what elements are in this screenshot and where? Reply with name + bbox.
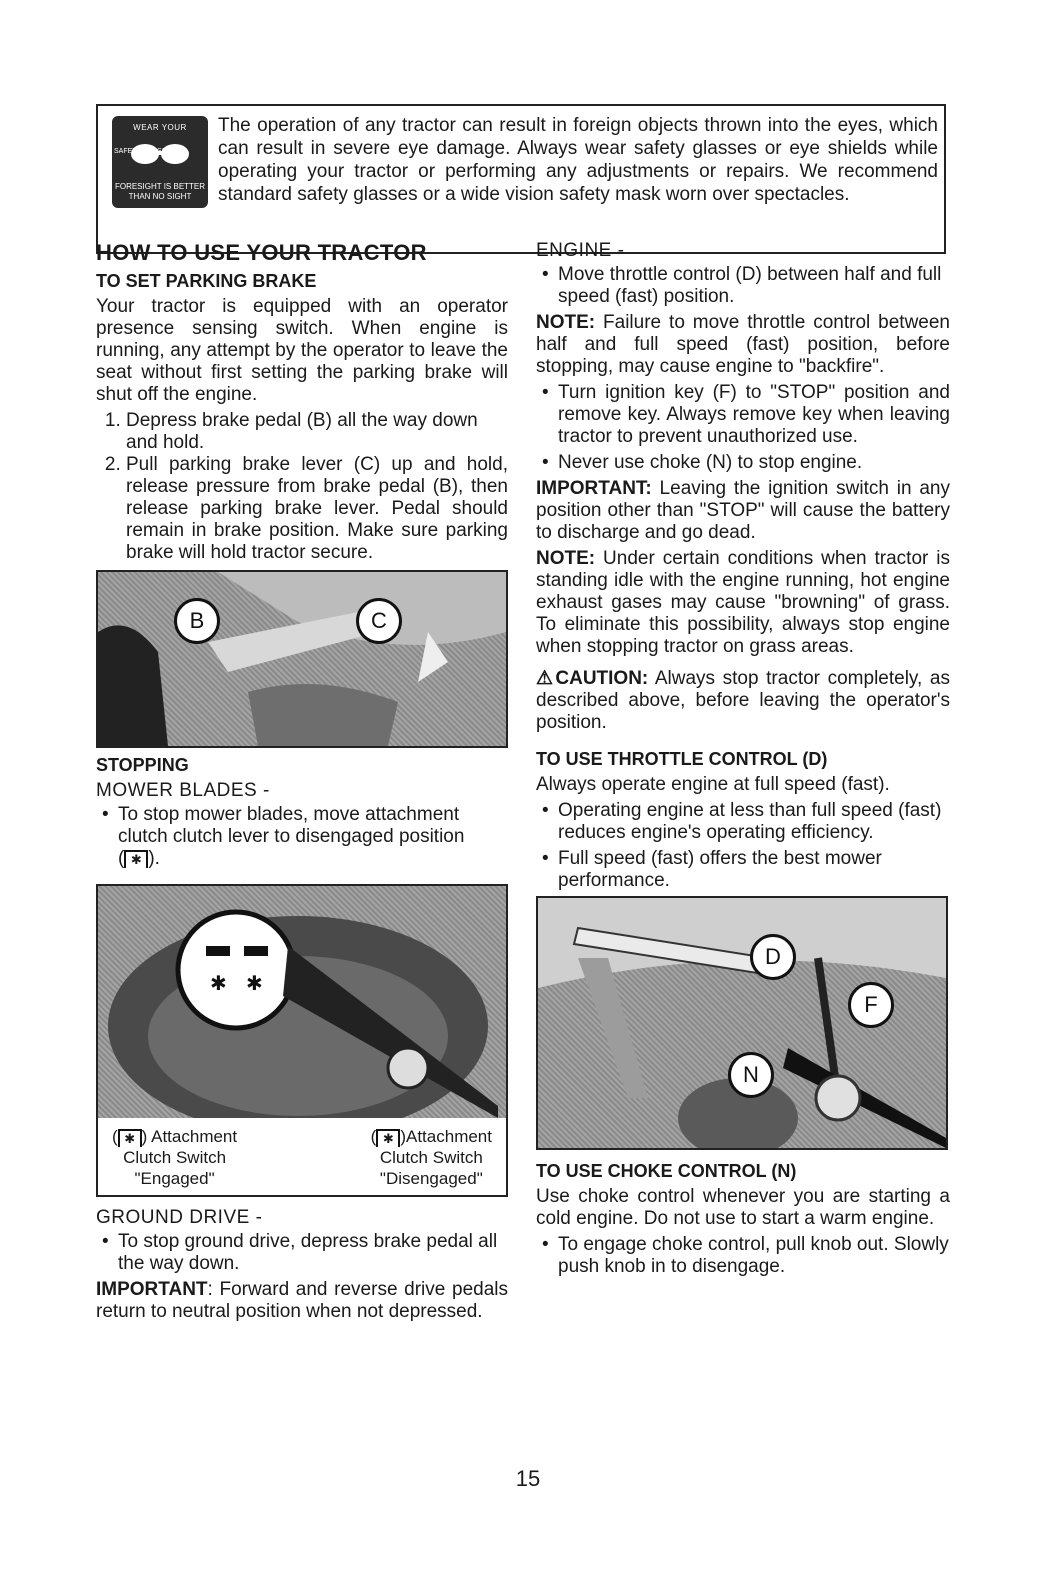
note-browning	[536, 548, 950, 658]
caption-engaged: ( ✱ ) Attachment Clutch Switch "Engaged"	[112, 1127, 238, 1188]
caution-text: Always stop tractor completely, as described above, before leaving the operator's position.	[536, 668, 950, 733]
throttle-intro: Always operate engine at full speed (fast).	[536, 774, 890, 795]
svg-text:✱: ✱	[246, 971, 263, 995]
left-column	[96, 240, 508, 1327]
parking-brake-intro: Your tractor is equipped with an operator presence sensing switch. When engine is running, any attempt by the operator to leave the seat without first setting the parking brake will shut off the engine.	[96, 296, 508, 405]
parking-brake-steps	[96, 410, 508, 564]
caption-text: Clutch Switch	[379, 1148, 483, 1167]
important-label: IMPORTANT:	[536, 478, 652, 499]
callout-n: N	[728, 1052, 774, 1098]
choke-heading: TO USE CHOKE CONTROL (N)	[536, 1161, 797, 1181]
safety-warning-box	[96, 104, 946, 254]
stopping-heading: STOPPING	[96, 755, 189, 775]
list-item: • Move throttle control (D) between half and full speed (fast) position.	[558, 264, 950, 308]
important-text: : Forward and reverse drive pedals return to neutral position when not depressed.	[96, 1279, 508, 1322]
list-item: • Operating engine at less than full speed (fast) reduces engine's operating efficiency.	[558, 800, 950, 844]
note-label: NOTE:	[536, 548, 596, 569]
right-column	[536, 240, 950, 1282]
clutch-photo	[98, 886, 506, 1118]
throttle-list	[536, 800, 950, 892]
important-ignition	[536, 478, 950, 544]
note-backfire	[536, 312, 950, 378]
note-text: Under certain conditions when tractor is standing idle with the engine running, hot engine exhaust gases may cause "browning" of grass. To eliminate this possibility, always stop engine when stopping tractor on grass areas.	[536, 548, 950, 657]
icon-text-foresight: FORESIGHT IS BETTER THAN NO SIGHT	[114, 182, 206, 201]
note-label: NOTE:	[536, 312, 596, 333]
svg-text:✱: ✱	[210, 971, 227, 995]
caption-text: "Disengaged"	[379, 1169, 483, 1188]
icon-text-wear-your: WEAR YOUR	[133, 123, 187, 132]
clutch-engaged-icon: ✱	[118, 1129, 142, 1147]
engine-list-2	[536, 382, 950, 474]
clutch-figure	[96, 884, 508, 1197]
clutch-caption	[98, 1118, 506, 1195]
clutch-disengaged-icon: ✱	[376, 1129, 400, 1147]
section-title: HOW TO USE YOUR TRACTOR	[96, 240, 427, 265]
list-item: • Full speed (fast) offers the best mower performance.	[558, 848, 950, 892]
list-item: 2. Pull parking brake lever (C) up and hold, release pressure from brake pedal (B), then release parking brake lever. Pedal should remain in brake position. Make sure parking brake will hold tractor secure.	[126, 454, 508, 564]
caption-disengaged: ( ✱ )Attachment Clutch Switch "Disengaged"	[370, 1127, 492, 1188]
caption-text: Clutch Switch	[123, 1148, 227, 1167]
mower-blades-list	[96, 804, 508, 870]
page-number: 15	[515, 1466, 541, 1491]
important-text: Leaving the ignition switch in any position other than "STOP" will cause the battery to discharge and go dead.	[536, 478, 950, 543]
list-item: • To engage choke control, pull knob out. Slowly push knob in to disengage.	[558, 1234, 950, 1278]
callout-f: F	[848, 982, 894, 1028]
list-item: • To stop ground drive, depress brake pedal all the way down.	[118, 1231, 508, 1275]
list-item: 1. Depress brake pedal (B) all the way down and hold.	[126, 410, 508, 454]
important-note	[96, 1279, 508, 1323]
note-text: Failure to move throttle control between half and full speed (fast) position, before stopping, may cause engine to "backfire".	[536, 312, 950, 377]
throttle-heading: TO USE THROTTLE CONTROL (D)	[536, 749, 828, 769]
warning-text: The operation of any tractor can result in foreign objects thrown into the eyes, which can result in severe eye damage. Always wear safety glasses or eye shields while operating your tractor or performing any adjustments or repairs. We recommend standard safety glasses or a wide vision safety mask worn over spectacles.	[218, 115, 938, 205]
choke-list	[536, 1234, 950, 1278]
callout-c: C	[356, 598, 402, 644]
icon-text-safety-glasses: SAFETY GLASSES	[114, 148, 176, 155]
controls-photo	[536, 896, 948, 1150]
ground-drive-subheading: GROUND DRIVE -	[96, 1207, 263, 1228]
important-label: IMPORTANT	[96, 1279, 208, 1300]
choke-intro: Use choke control whenever you are starting a cold engine. Do not use to start a warm engine.	[536, 1186, 950, 1229]
caution-label: CAUTION:	[555, 668, 649, 689]
callout-d: D	[750, 934, 796, 980]
clutch-disengaged-icon: ✱	[124, 850, 148, 868]
list-item: • To stop mower blades, move attachment clutch clutch lever to disengaged position ( ✱ ).	[118, 804, 508, 870]
caption-text: Attachment	[406, 1127, 492, 1146]
mower-blades-subheading: MOWER BLADES -	[96, 780, 270, 801]
callout-b: B	[174, 598, 220, 644]
safety-glasses-icon	[112, 116, 208, 208]
list-item: • Turn ignition key (F) to "STOP" position and remove key. Always remove key when leaving tractor to prevent unauthorized use.	[558, 382, 950, 448]
mower-blades-text: To stop mower blades, move attachment clutch clutch lever to disengaged position	[118, 804, 465, 847]
list-item: • Never use choke (N) to stop engine.	[558, 452, 950, 474]
caption-text: "Engaged"	[134, 1169, 215, 1188]
caption-text: Attachment	[151, 1127, 238, 1146]
ground-drive-list	[96, 1231, 508, 1275]
engine-list-1	[536, 264, 950, 308]
caution-note	[536, 668, 950, 734]
parking-brake-photo	[96, 570, 508, 748]
caution-triangle-icon: ⚠	[536, 668, 556, 689]
engine-subheading: ENGINE -	[536, 240, 625, 261]
parking-brake-heading: TO SET PARKING BRAKE	[96, 271, 317, 291]
